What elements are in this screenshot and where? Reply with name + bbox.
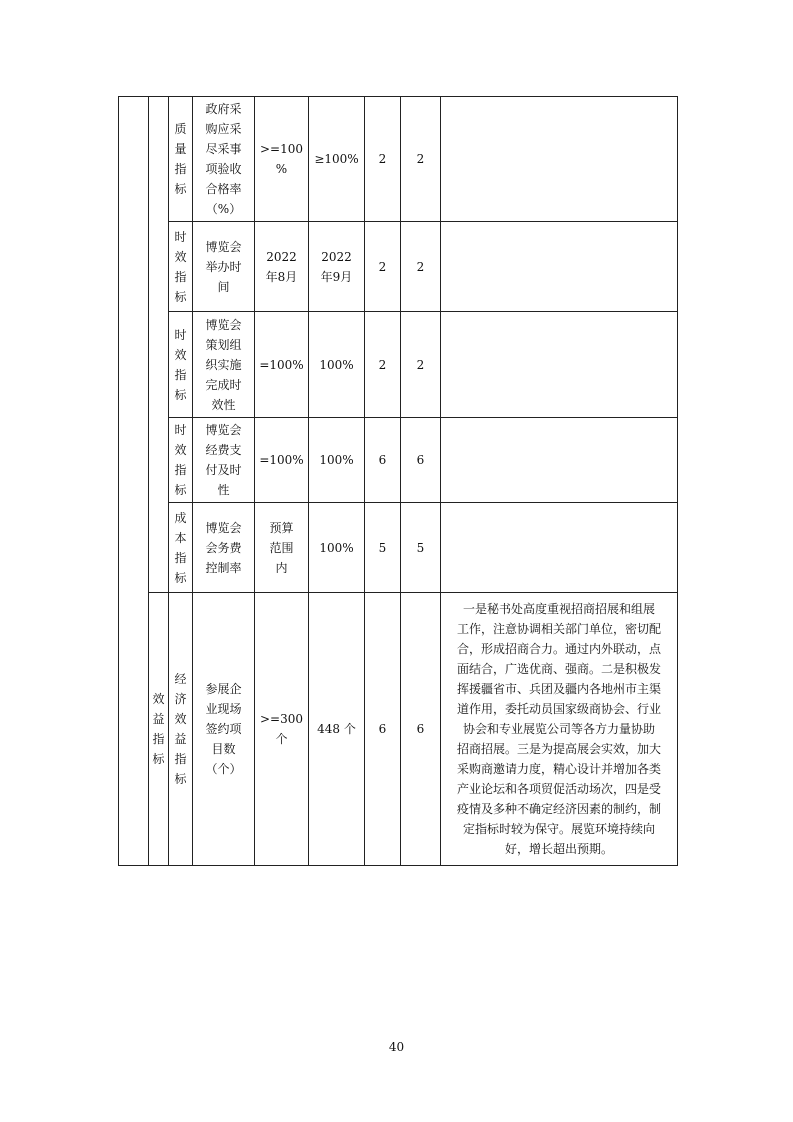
indicator-cell: 参展企 业现场 签约项 目数 （个） <box>193 593 255 866</box>
subcategory-cell: 成 本 指 标 <box>169 503 193 593</box>
note-cell <box>441 418 678 503</box>
target-cell: 预算 范围 内 <box>255 503 309 593</box>
target-cell: >=100 % <box>255 97 309 222</box>
target-cell: =100% <box>255 418 309 503</box>
score-cell: 2 <box>401 312 441 418</box>
score-cell: 5 <box>401 503 441 593</box>
weight-cell: 2 <box>365 312 401 418</box>
score-cell: 6 <box>401 418 441 503</box>
subcategory-cell: 时 效 指 标 <box>169 312 193 418</box>
score-cell: 2 <box>401 222 441 312</box>
weight-cell: 5 <box>365 503 401 593</box>
table-row <box>119 418 678 503</box>
actual-cell: ≥100% <box>309 97 365 222</box>
table-row <box>119 222 678 312</box>
actual-cell: 100% <box>309 418 365 503</box>
subcategory-cell: 经 济 效 益 指 标 <box>169 593 193 866</box>
table-row <box>119 503 678 593</box>
subcategory-cell: 时 效 指 标 <box>169 222 193 312</box>
note-cell <box>441 222 678 312</box>
actual-cell: 448 个 <box>309 593 365 866</box>
note-cell <box>441 503 678 593</box>
note-cell <box>441 97 678 222</box>
table-row <box>119 97 678 222</box>
indicator-cell: 博览会 举办时 间 <box>193 222 255 312</box>
actual-cell: 100% <box>309 312 365 418</box>
target-cell: =100% <box>255 312 309 418</box>
score-cell: 2 <box>401 97 441 222</box>
indicator-cell: 政府采 购应采 尽采事 项验收 合格率 （%） <box>193 97 255 222</box>
actual-cell: 100% <box>309 503 365 593</box>
subcategory-cell: 时 效 指 标 <box>169 418 193 503</box>
page-number: 40 <box>388 1040 405 1054</box>
table-row <box>119 593 678 866</box>
target-cell: >=300 个 <box>255 593 309 866</box>
indicator-cell: 博览会 经费支 付及时 性 <box>193 418 255 503</box>
target-cell: 2022 年8月 <box>255 222 309 312</box>
indicator-cell: 博览会 策划组 织实施 完成时 效性 <box>193 312 255 418</box>
category-cell: 效 益 指 标 <box>149 593 169 866</box>
note-cell <box>441 312 678 418</box>
score-cell: 6 <box>401 593 441 866</box>
weight-cell: 2 <box>365 97 401 222</box>
table-row <box>119 312 678 418</box>
subcategory-cell: 质 量 指 标 <box>169 97 193 222</box>
weight-cell: 6 <box>365 593 401 866</box>
performance-table <box>118 96 678 866</box>
level1-category-cell <box>119 97 149 866</box>
note-cell: 一是秘书处高度重视招商招展和组展 工作，注意协调相关部门单位，密切配 合，形成招商合力。通过内外联动，点 面结合，广选优商、强商。二是积极发 挥援疆省市、兵团及疆内各地州市主渠 道作用，委托动员国家级商协会、行业 协会和专业展览公司等各方力量协助 招商招展。三是为提高展会实效，加大 采购商邀请力度，精心设计并增加各类 产业论坛和各项贸促活动场次，四是受 疫情及多种不确定经济因素的制约，制 定指标时较为保守。展览环境持续向 好，增长超出预期。 <box>441 593 678 866</box>
weight-cell: 2 <box>365 222 401 312</box>
level2-category-cell <box>149 97 169 593</box>
weight-cell: 6 <box>365 418 401 503</box>
indicator-cell: 博览会 会务费 控制率 <box>193 503 255 593</box>
actual-cell: 2022 年9月 <box>309 222 365 312</box>
